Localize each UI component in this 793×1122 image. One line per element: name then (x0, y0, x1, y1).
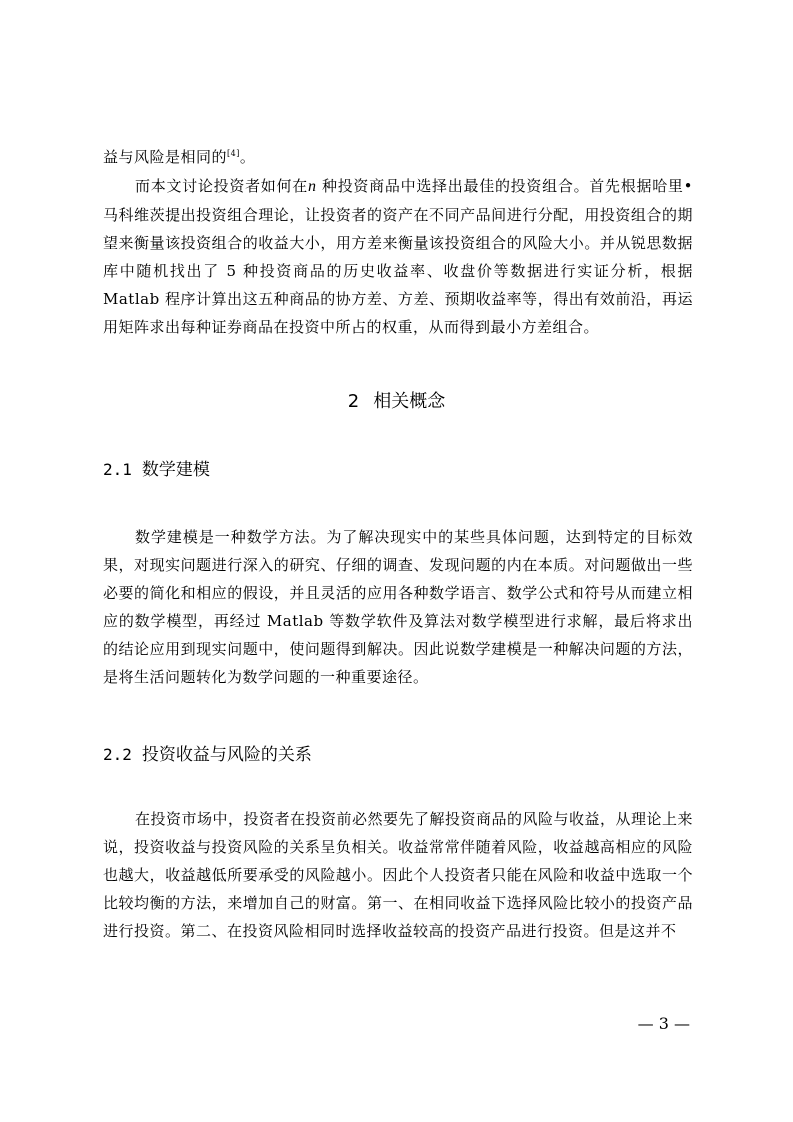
math-variable-n: n (307, 178, 317, 195)
subsection-number: 2.1 (103, 460, 132, 479)
paragraph-end: 。 (239, 148, 256, 166)
subsection-heading-2-2 (103, 740, 312, 765)
intro-paragraph (103, 172, 693, 341)
subsection-heading-2-1 (103, 455, 210, 480)
section-number: 2 (347, 391, 360, 412)
paragraph-text-pre: 而本文讨论投资者如何在 (135, 177, 308, 195)
page-number: — 3 — (637, 1014, 690, 1033)
section-heading (0, 387, 793, 413)
modeling-paragraph: 数学建模是一种数学方法。为了解决现实中的某些具体问题，达到特定的目标效果，对现实问题进行深入的研究、仔细的调查、发现问题的内在本质。对问题做出一些必要的简化和相应的假设，并且灵活的应用各种数学语言、数学公式和符号从而建立相应的数学模型，再经过 Matlab 等数学软件及算法对数学模型进行求解，最后将求出的结论应用到现实问题中，使问题得到解决。因此说数学建模是一种解决问题的方法，是将生活问题转化为数学问题的一种重要途径。 (103, 528, 693, 686)
section-title: 相关概念 (373, 391, 446, 412)
risk-return-paragraph: 在投资市场中，投资者在投资前必然要先了解投资商品的风险与收益，从理论上来说，投资收益与投资风险的关系呈负相关。收益常常伴随着风险，收益越高相应的风险也越大，收益越低所要承受的风险越小。因此个人投资者只能在风险和收益中选取一个比较均衡的方法，来增加自己的财富。第一、在相同收益下选择风险比较小的投资产品进行投资。第二、在投资风险相同时选择收益较高的投资产品进行投资。但是这并不 (103, 810, 694, 940)
subsection-number: 2.2 (103, 745, 132, 764)
paragraph-continuation (103, 143, 693, 171)
subsection-title: 数学建模 (141, 460, 210, 480)
paragraph-text-post: 种投资商品中选择出最佳的投资组合。首先根据哈里•马科维茨提出投资组合理论，让投资者的资产在不同产品间进行分配，用投资组合的期望来衡量该投资组合的收益大小，用方差来衡量该投资组合的风险大小。并从锐思数据库中随机找出了 5 种投资商品的历史收益率、收盘价等数据进行实证分析，根据 Matlab 程序计算出这五种商品的协方差、方差、预期收益率等，得出有效前沿，再运用矩阵求出每种证券商品在投资中所占的权重，从而得到最小方差组合。 (103, 177, 693, 336)
paragraph-text: 益与风险是相同的 (103, 148, 228, 166)
citation-marker: [4] (227, 149, 240, 158)
subsection-title: 投资收益与风险的关系 (141, 745, 312, 765)
